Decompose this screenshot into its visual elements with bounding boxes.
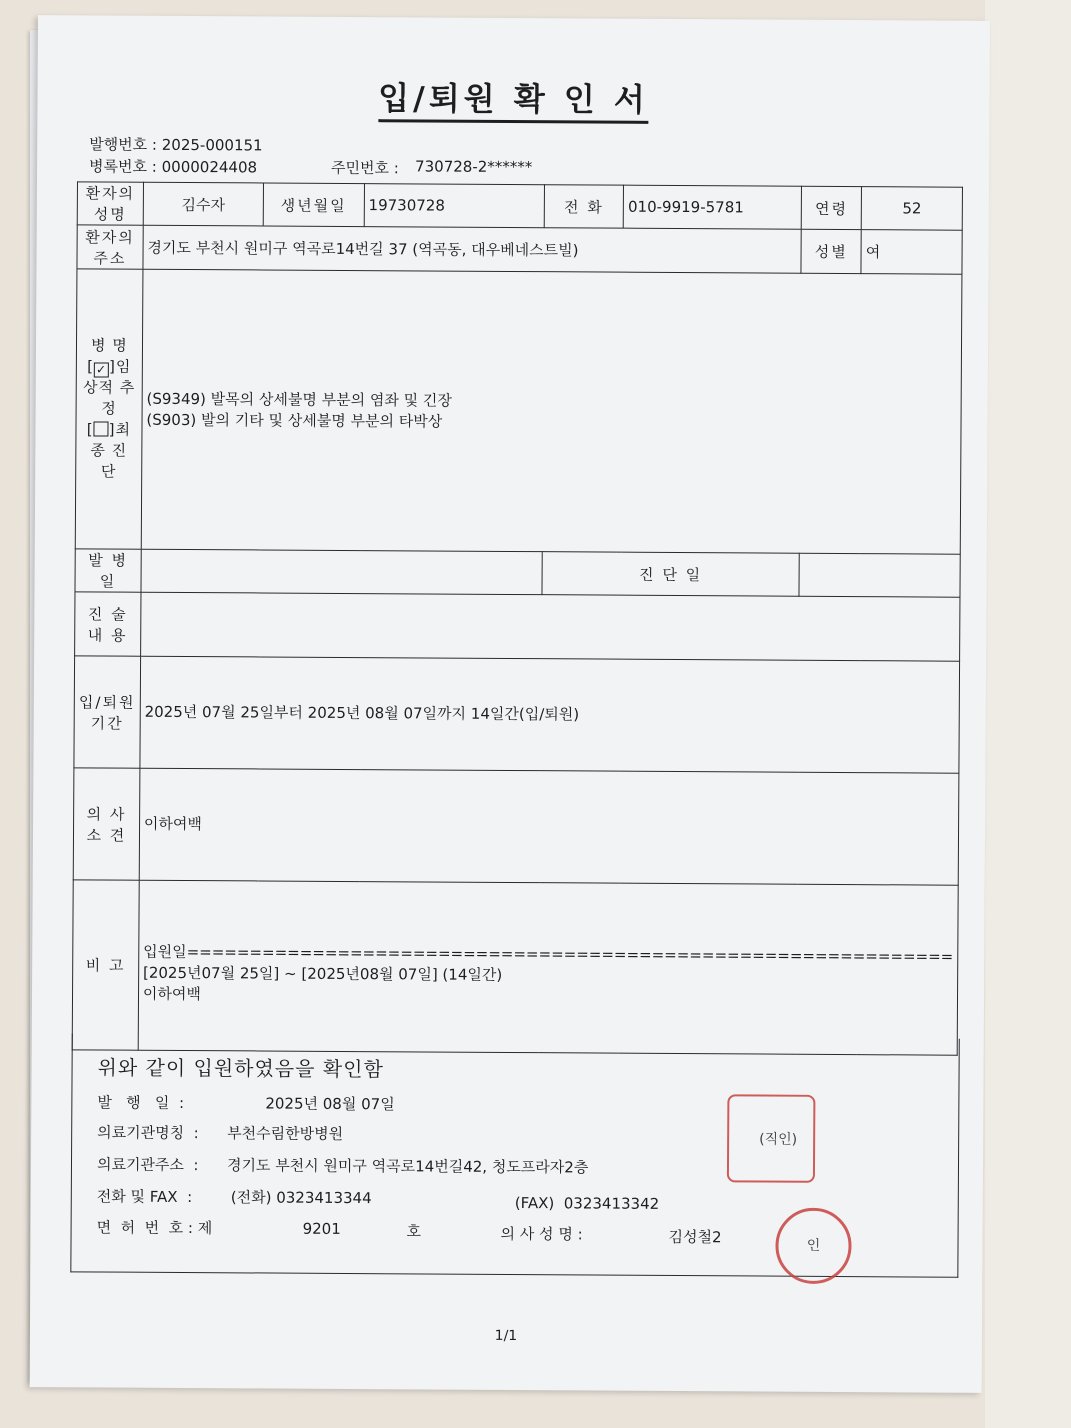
license-number: 9201: [302, 1219, 341, 1238]
confirmation-statement: 위와 같이 입원하였음을 확인함: [97, 1055, 384, 1082]
onset-value: [141, 549, 542, 594]
page-number: 1/1: [494, 1327, 518, 1345]
issue-number: 발행번호 : 2025-000151: [89, 135, 263, 155]
resident-number: 730728-2******: [415, 157, 533, 177]
onset-label: 발 병 일: [75, 549, 141, 592]
document-page: [30, 15, 990, 1393]
dob-label: 생년월일: [263, 183, 364, 227]
name-label: 환자의 성명: [77, 182, 143, 225]
statement-label: 진 술 내 용: [75, 592, 141, 656]
patient-sex: 여: [861, 230, 962, 275]
clinical-estimate-label: 임상적 추정: [82, 357, 136, 418]
statement-value: [140, 592, 960, 661]
official-seal-stamp: [727, 1094, 816, 1183]
remarks-line-2: [2025년07월 25일] ~ [2025년08월 07일] (14일간): [142, 963, 503, 984]
license-label: 면 허 번 호 : 제: [96, 1218, 213, 1238]
diagnosis-label: 병 명: [90, 336, 128, 355]
official-seal-text: (직인): [759, 1131, 798, 1148]
diagnosis-date-value: [799, 553, 960, 597]
address-label: 환자의 주소: [77, 225, 143, 269]
doctor-name: 김성철2: [668, 1227, 722, 1247]
patient-address: 경기도 부천시 원미구 역곡로14번길 37 (역곡동, 대우베네스트빌): [143, 225, 802, 273]
opinion-value: 이하여백: [139, 768, 959, 885]
patient-dob: 19730728: [364, 184, 544, 228]
phone-label: 전 화: [544, 185, 624, 228]
patient-age: 52: [861, 187, 962, 231]
tel-fax-label: 전화 및 FAX :: [96, 1187, 193, 1207]
hospital-name-label: 의료기관명칭 :: [97, 1123, 199, 1143]
record-number: 병록번호 : 0000024408: [89, 157, 258, 177]
document-title: 입/퇴원 확 인 서: [37, 71, 989, 123]
remarks-label: 비 고: [72, 880, 139, 1050]
info-table: [72, 181, 963, 1055]
diagnosis-date-label: 진 단 일: [542, 552, 800, 597]
remarks-line-1: 입원일=============================================================: [143, 942, 954, 966]
doctor-seal-stamp: [775, 1208, 851, 1284]
license-suffix: 호: [406, 1222, 422, 1241]
issue-date-label: 발 행 일 :: [97, 1093, 185, 1113]
diagnosis-label-cell: [75, 269, 143, 549]
final-diagnosis-option: [ ]최 종 진 단: [86, 420, 132, 481]
diagnosis-line-2: (S903) 발의 기타 및 상세불명 부분의 타박상: [146, 410, 443, 431]
final-diagnosis-label: 최 종 진 단: [90, 420, 132, 481]
background-wall: [985, 0, 1071, 1428]
remarks-content: [138, 880, 958, 1055]
patient-phone: 010-9919-5781: [623, 185, 801, 229]
clinical-estimate-option: [ ✓ ]임상적 추정: [82, 357, 136, 418]
clinical-checkbox: ✓: [95, 362, 108, 377]
doctor-label: 의 사 성 명 :: [500, 1224, 583, 1244]
remarks-line-3: 이하여백: [142, 984, 201, 1004]
resident-number-label: 주민번호 :: [331, 158, 399, 178]
issue-date: 2025년 08월 07일: [265, 1094, 395, 1114]
diagnosis-content: [141, 269, 962, 554]
diagnosis-line-1: (S9349) 발목의 상세불명 부분의 염좌 및 긴장: [146, 389, 452, 410]
sex-label: 성별: [801, 229, 861, 273]
final-checkbox: [94, 421, 109, 436]
age-label: 연령: [801, 186, 861, 229]
hospital-tel: (전화) 0323413344: [230, 1188, 372, 1208]
doctor-seal-text: 인: [806, 1237, 821, 1254]
hospital-name: 부천수림한방병원: [227, 1124, 344, 1143]
period-label: 입/퇴원기간: [74, 656, 141, 768]
hospital-fax: (FAX) 0323413342: [514, 1194, 660, 1213]
patient-name: 김수자: [143, 182, 263, 226]
hospital-address: 경기도 부천시 원미구 역곡로14번길42, 청도프라자2층: [226, 1156, 589, 1177]
opinion-label: 의 사 소 견: [73, 768, 140, 880]
hospital-address-label: 의료기관주소 :: [96, 1155, 199, 1175]
period-value: 2025년 07월 25일부터 2025년 08월 07일까지 14일간(입/퇴원): [140, 656, 960, 773]
